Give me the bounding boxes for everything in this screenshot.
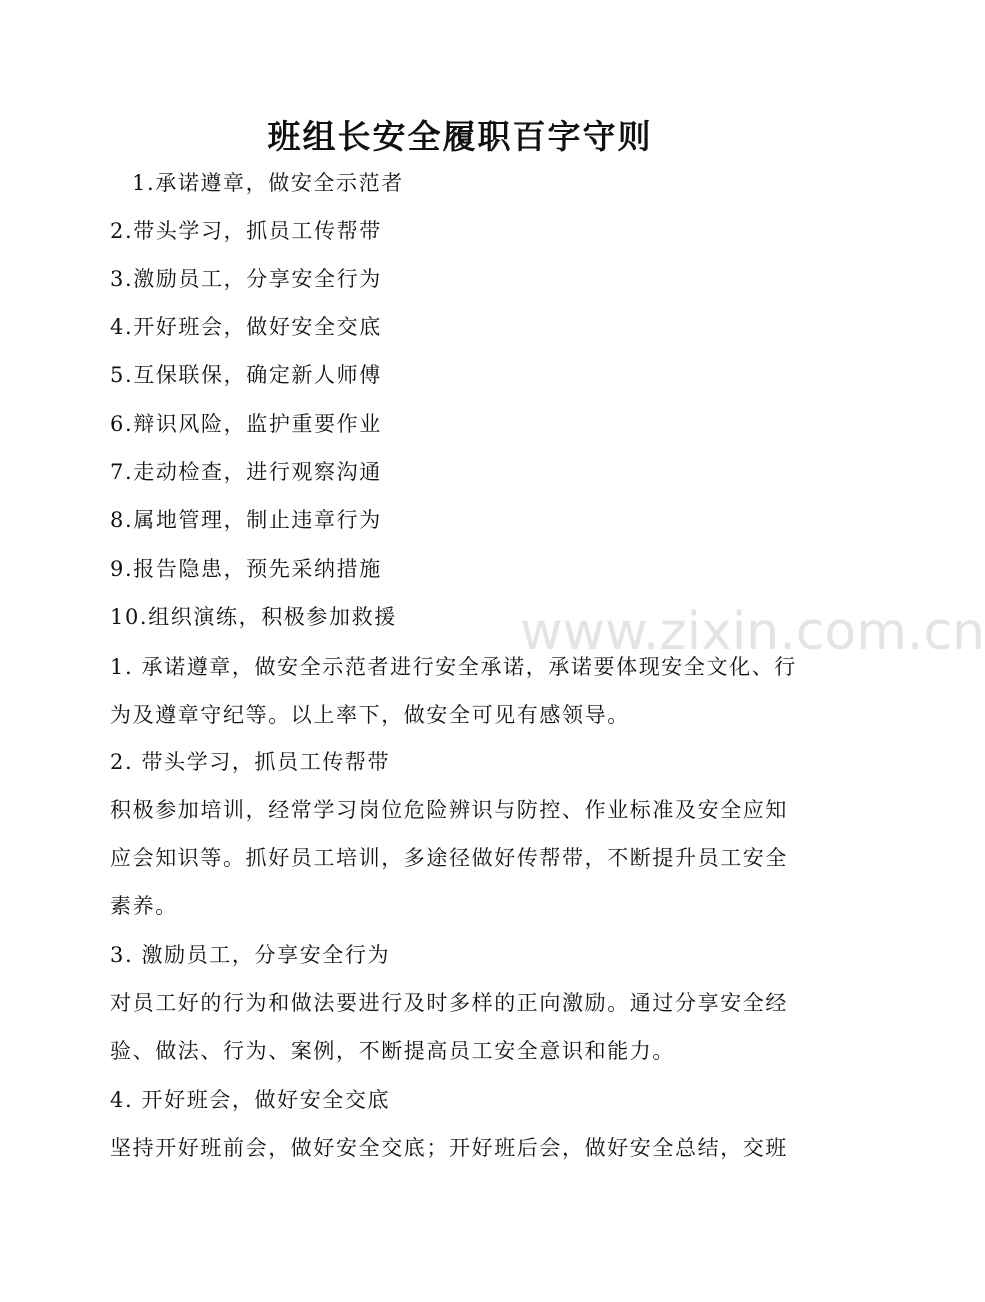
body-line-11: 坚持开好班前会，做好安全交底；开好班后会，做好安全总结，交班 [110, 1136, 788, 1160]
watermark: www.zixin.com.cn [520, 602, 985, 662]
summary-item-7: 7.走动检查，进行观察沟通 [110, 460, 382, 484]
summary-item-2: 2.带头学习，抓员工传帮带 [110, 219, 382, 243]
body-line-5: 应会知识等。抓好员工培训，多途径做好传帮带，不断提升员工安全 [110, 846, 788, 870]
section-heading-4: 4. 开好班会，做好安全交底 [110, 1088, 391, 1112]
body-line-8: 对员工好的行为和做法要进行及时多样的正向激励。通过分享安全经 [110, 991, 788, 1015]
summary-item-8: 8.属地管理，制止违章行为 [110, 508, 382, 532]
section-heading-2: 2. 带头学习，抓员工传帮带 [110, 750, 391, 774]
body-line-9: 验、做法、行为、案例，不断提高员工安全意识和能力。 [110, 1039, 675, 1063]
body-line-2: 为及遵章守纪等。以上率下，做安全可见有感领导。 [110, 703, 630, 727]
summary-item-4: 4.开好班会，做好安全交底 [110, 315, 382, 339]
body-line-6: 素养。 [110, 894, 178, 918]
summary-item-1: 1.承诺遵章，做安全示范者 [132, 171, 404, 195]
summary-item-9: 9.报告隐患，预先采纳措施 [110, 557, 382, 581]
summary-item-5: 5.互保联保，确定新人师傅 [110, 363, 382, 387]
body-line-1: 1. 承诺遵章，做安全示范者进行安全承诺，承诺要体现安全文化、行 [110, 655, 797, 679]
section-heading-3: 3. 激励员工，分享安全行为 [110, 943, 391, 967]
summary-item-3: 3.激励员工，分享安全行为 [110, 267, 382, 291]
summary-item-6: 6.辩识风险，监护重要作业 [110, 412, 382, 436]
summary-item-10: 10.组织演练，积极参加救援 [110, 605, 397, 629]
body-line-4: 积极参加培训，经常学习岗位危险辨识与防控、作业标准及安全应知 [110, 798, 788, 822]
document-title: 班组长安全履职百字守则 [267, 117, 653, 156]
